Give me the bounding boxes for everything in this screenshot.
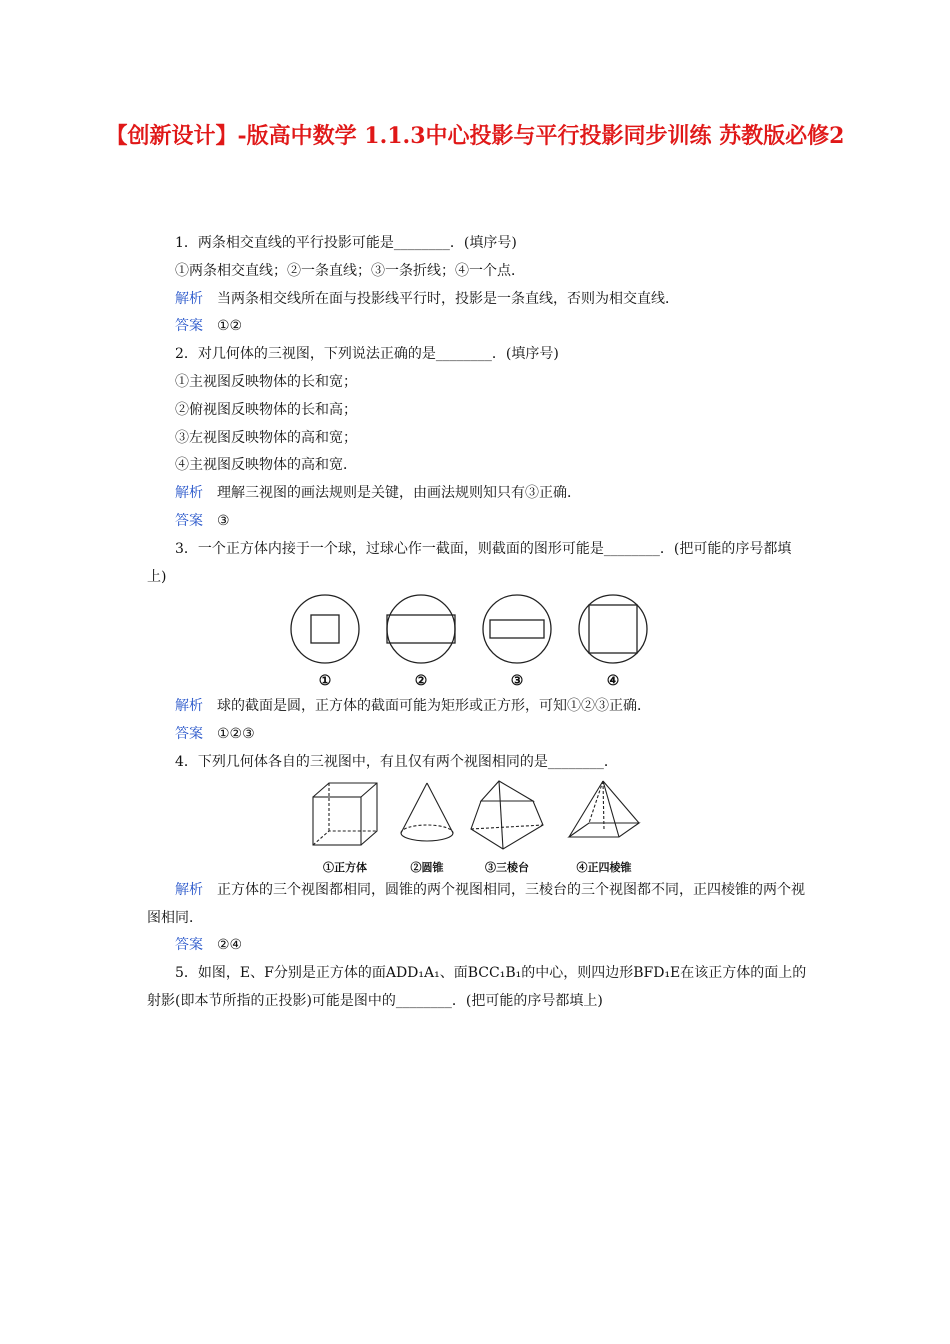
q3-rect-inscribed [387, 615, 455, 643]
q3-fig-label-4: ④ [606, 673, 619, 690]
q3-stem: 3．一个正方体内接于一个球，过球心作一截面，则截面的图形可能是________．(把可能的序号都填上) [147, 540, 792, 585]
q1-stem: 1．两条相交直线的平行投影可能是________．(填序号) [175, 235, 517, 251]
q3-rect-inner [490, 620, 544, 638]
q5-stem: 5．如图，E、F分别是正方体的面ADD₁A₁、面BCC₁B₁的中心，则四边形BFD₁E在该正方体的面上的射影(即本节所指的正投影)可能是图中的________．(把可能的序号都填上) [147, 965, 807, 1009]
q4-figure-solids [309, 779, 649, 877]
q4-fig-label-2: ②圆锥 [410, 860, 443, 874]
q3-square-small [311, 615, 339, 643]
document-title: 【创新设计】-版高中数学 1.1.3中心投影与平行投影同步训练 苏教版必修2 [105, 123, 845, 149]
q2-option-3: ③左视图反映物体的高和宽； [175, 429, 357, 446]
q1-analysis-text: 当两条相交线所在面与投影线平行时，投影是一条直线，否则为相交直线． [217, 290, 679, 307]
q4-fig-label-1: ①正方体 [322, 860, 367, 874]
analysis-label: 解析 [175, 485, 203, 502]
q3-circle-1 [291, 595, 359, 663]
analysis-label: 解析 [175, 881, 203, 898]
answer-label: 答案 [175, 937, 203, 954]
q1-analysis [147, 286, 810, 314]
q3-circle-2 [387, 595, 455, 663]
q1-answer [147, 313, 810, 341]
q2-option-1: ①主视图反映物体的长和宽； [175, 373, 357, 390]
q4-square-pyramid [569, 781, 639, 837]
q2-option-2: ②俯视图反映物体的长和高； [175, 401, 357, 418]
q3-analysis [147, 693, 810, 721]
q3-circle-3 [483, 595, 551, 663]
q3-answer-text: ①②③ [217, 726, 255, 743]
q1-answer-text: ①② [217, 318, 243, 335]
q4-fig-label-3: ③三棱台 [484, 860, 529, 874]
q3-answer [147, 721, 810, 749]
q2-answer [147, 508, 810, 536]
q4-triangular-frustum [471, 781, 543, 849]
q3-square-inscribed [589, 605, 637, 653]
q4-cube [313, 783, 377, 845]
q3-fig-label-1: ① [318, 673, 331, 690]
q2-answer-text: ③ [217, 512, 230, 529]
q2-analysis [147, 480, 810, 508]
answer-label: 答案 [175, 318, 203, 335]
q4-analysis [147, 877, 810, 933]
q2-analysis-text: 理解三视图的画法规则是关键，由画法规则知只有③正确． [217, 485, 581, 502]
document-body [147, 230, 810, 1016]
q1-options: ①两条相交直线；②一条直线；③一条折线；④一个点． [175, 262, 525, 279]
q4-analysis-text: 正方体的三个视图都相同，圆锥的两个视图相同，三棱台的三个视图都不同，正四棱锥的两个视图相同． [147, 881, 805, 926]
q4-answer-text: ②④ [217, 937, 243, 954]
q4-stem: 4．下列几何体各自的三视图中，有且仅有两个视图相同的是________． [175, 753, 618, 770]
analysis-label: 解析 [175, 698, 203, 715]
q4-cone [401, 783, 453, 841]
answer-label: 答案 [175, 726, 203, 743]
q3-analysis-text: 球的截面是圆，正方体的截面可能为矩形或正方形，可知①②③正确． [217, 698, 651, 715]
q4-answer [147, 932, 810, 960]
q2-option-4: ④主视图反映物体的高和宽． [175, 457, 357, 474]
q4-fig-label-4: ④正四棱锥 [576, 860, 631, 874]
q3-fig-label-2: ② [414, 673, 427, 690]
q2-stem: 2．对几何体的三视图，下列说法正确的是________．(填序号) [175, 346, 559, 363]
q3-fig-label-3: ③ [510, 673, 523, 690]
analysis-label: 解析 [175, 290, 203, 307]
answer-label: 答案 [175, 512, 203, 529]
q3-figure-sphere-sections [289, 593, 669, 693]
